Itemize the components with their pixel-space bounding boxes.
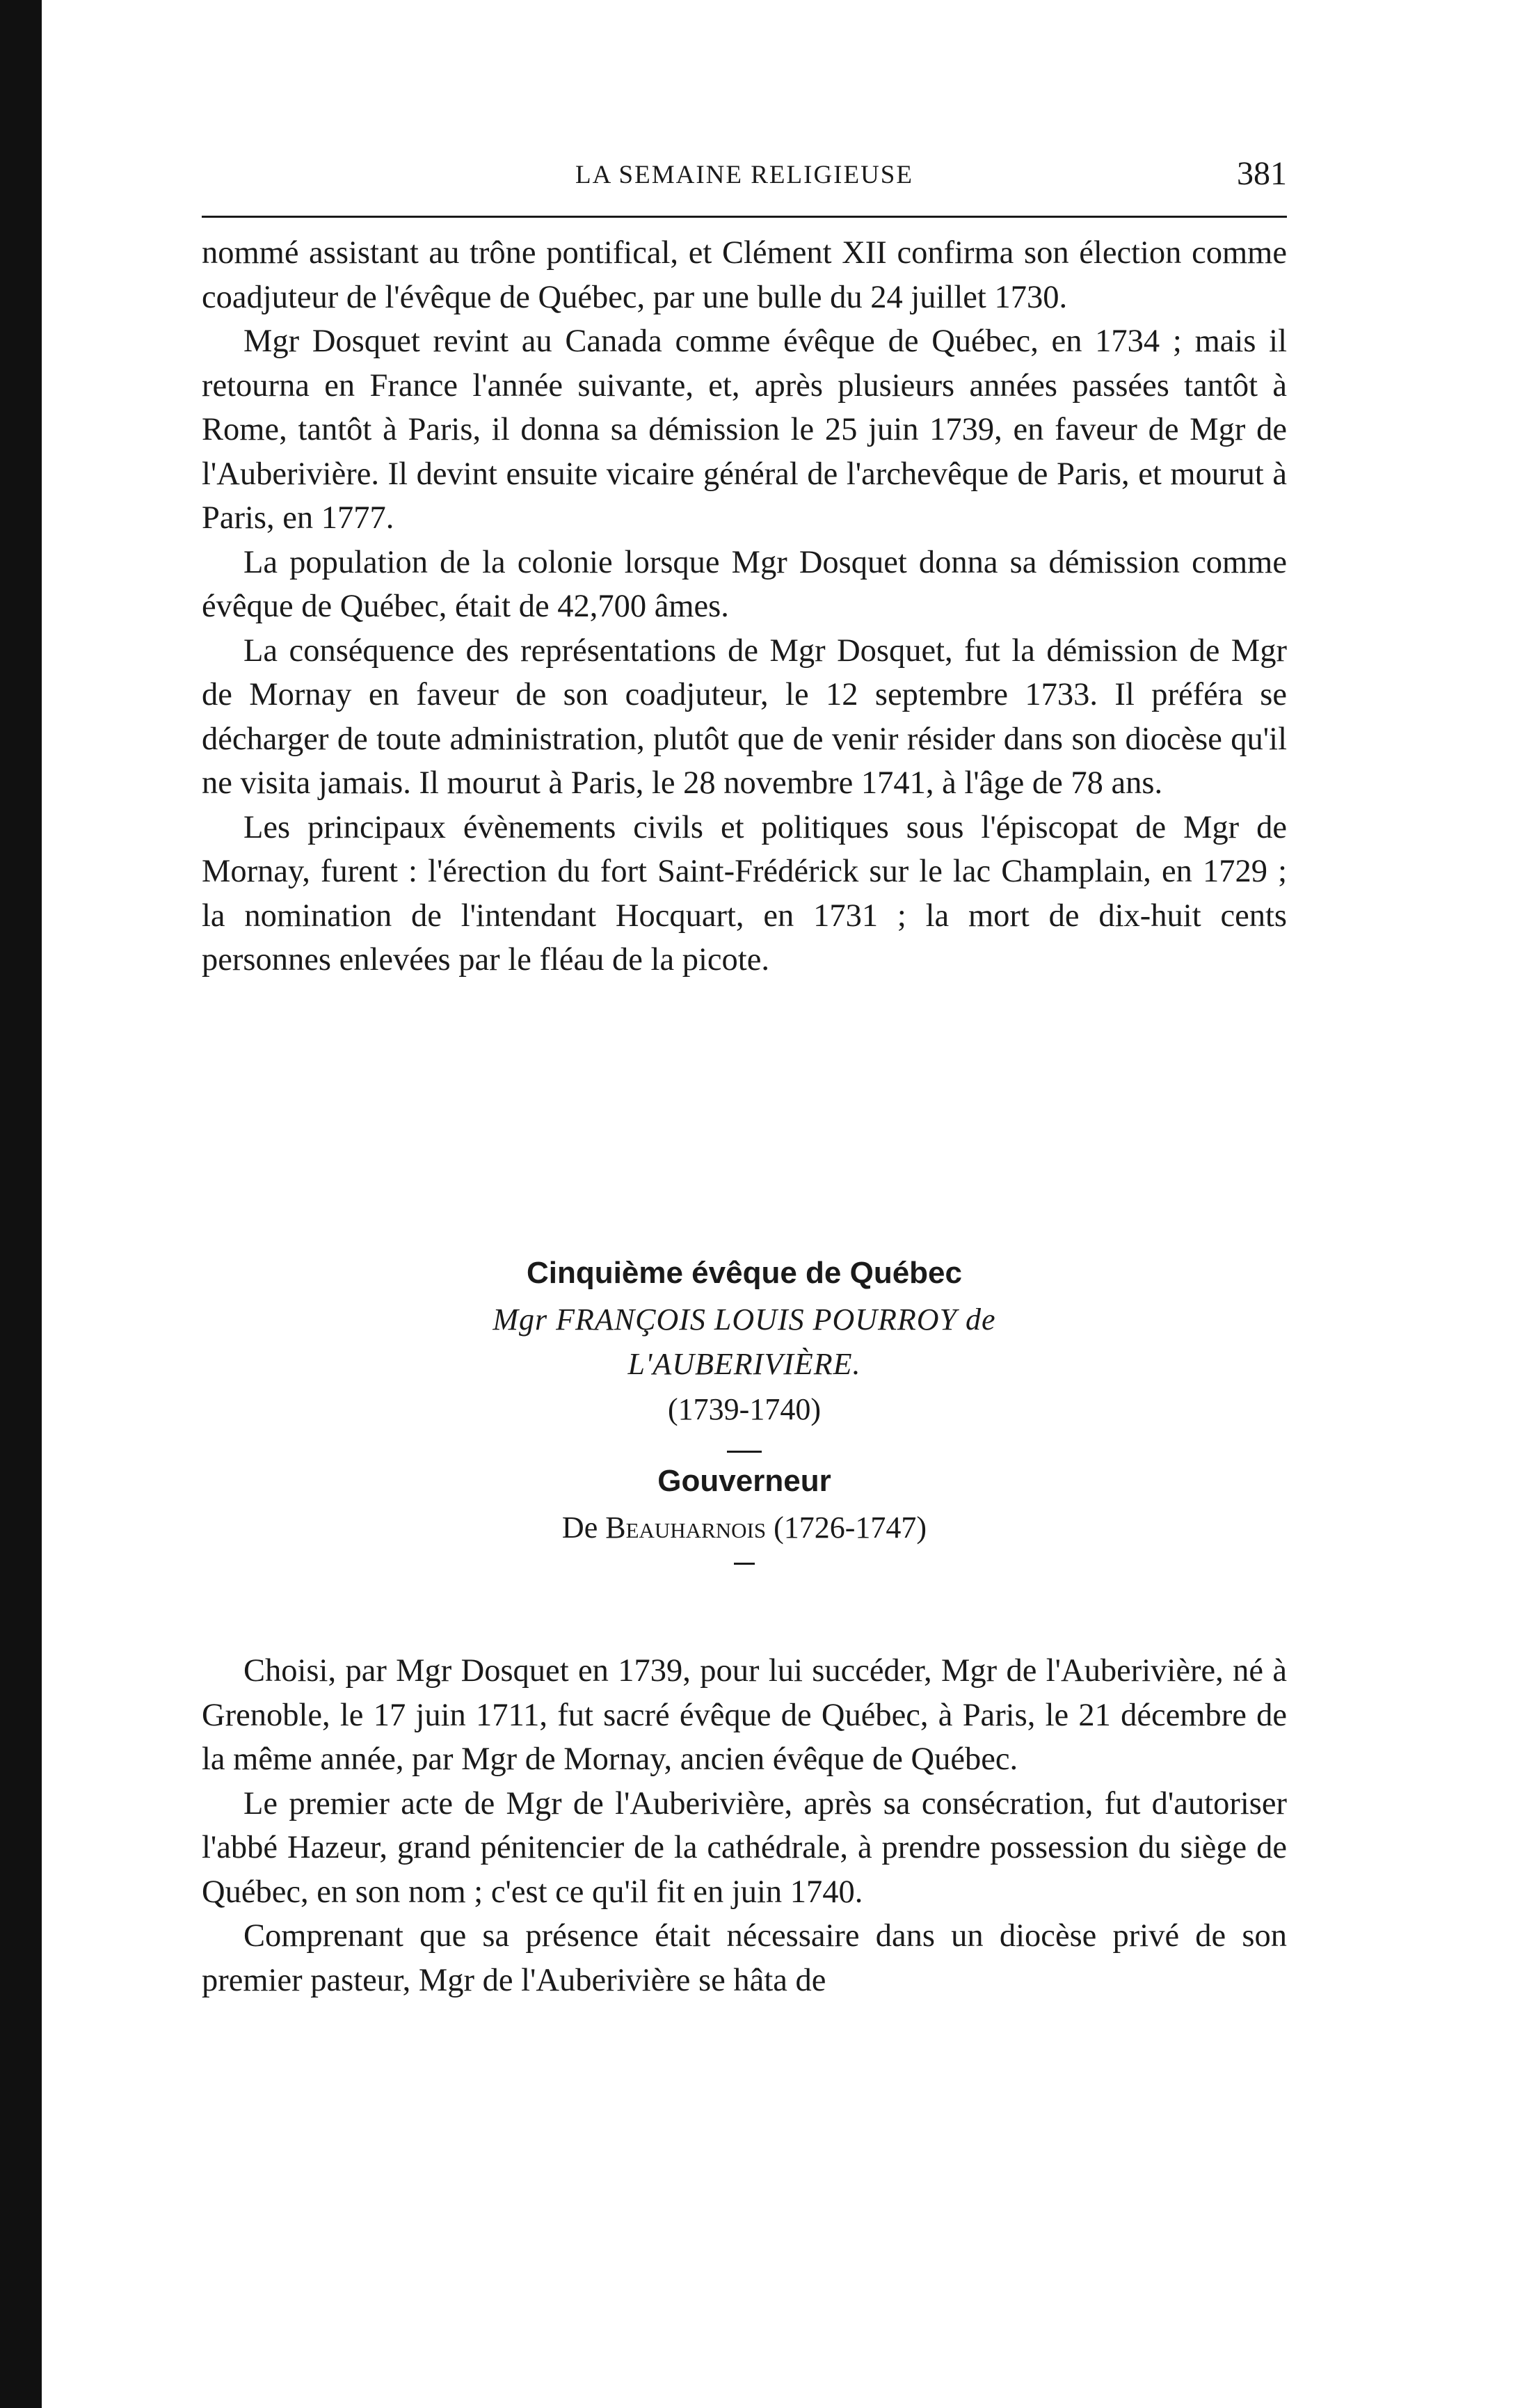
running-head-title: LA SEMAINE RELIGIEUSE xyxy=(575,161,913,189)
paragraph-continuation: nommé assistant au trône pontifical, et Clément XII confirma son élection comme coadjuteur de l'évêque de Québec, par une bulle du 24 juillet 1730. xyxy=(202,235,1287,315)
running-head xyxy=(202,154,1287,210)
section-end-rule xyxy=(734,1563,755,1565)
governor-years: (1726-1747) xyxy=(774,1510,927,1545)
paragraph: Le premier acte de Mgr de l'Auberivière, après sa consécration, fut d'autoriser l'abbé Hazeur, grand pénitencier de la cathédrale, à prendre possession du siège de Québec, en son nom ; c'est ce qu'il fit en juin 1740. xyxy=(202,1785,1287,1910)
body-text-bottom xyxy=(202,1649,1287,2002)
paragraph: La conséquence des représentations de Mgr Dosquet, fut la démission de Mgr de Mornay en faveur de son coadjuteur, le 12 septembre 1733. Il préféra se décharger de toute administration, plutôt que de venir résider dans son diocèse qu'il ne visita jamais. Il mourut à Paris, le 28 novembre 1741, à l'âge de 78 ans. xyxy=(202,632,1287,801)
paragraph: La population de la colonie lorsque Mgr Dosquet donna sa démission comme évêque de Québec, était de 42,700 âmes. xyxy=(202,544,1287,624)
body-text-top xyxy=(202,231,1287,982)
bishop-name-line-1: Mgr FRANÇOIS LOUIS POURROY de xyxy=(493,1302,996,1337)
header-rule xyxy=(202,216,1287,218)
section-heading-block xyxy=(202,1249,1287,1565)
paragraph: Mgr Dosquet revint au Canada comme évêque de Québec, en 1734 ; mais il retourna en France l'année suivante, et, après plusieurs années passées tantôt à Rome, tantôt à Paris, il donna sa démission le 25 juin 1739, en faveur de Mgr de l'Auberivière. Il devint ensuite vicaire général de l'archevêque de Paris, et mourut à Paris, en 1777. xyxy=(202,324,1287,536)
section-heading: Cinquième évêque de Québec xyxy=(527,1256,962,1290)
governor-prefix: De xyxy=(561,1510,598,1545)
governor-heading: Gouverneur xyxy=(657,1464,831,1498)
bishop-name-line-2: L'AUBERIVIÈRE. xyxy=(627,1347,861,1381)
paragraph: Comprenant que sa présence était nécessaire dans un diocèse privé de son premier pasteur, Mgr de l'Auberivière se hâta de xyxy=(202,1918,1287,1998)
book-page xyxy=(202,0,1287,2408)
paragraph: Choisi, par Mgr Dosquet en 1739, pour lui succéder, Mgr de l'Auberivière, né à Grenoble, le 17 juin 1711, fut sacré évêque de Québec, à Paris, le 21 décembre de la même année, par Mgr de Mornay, ancien évêque de Québec. xyxy=(202,1653,1287,1777)
governor-name: Beauharnois xyxy=(605,1510,767,1545)
governor-line xyxy=(202,1504,1287,1552)
scan-edge-bar xyxy=(0,0,42,2408)
paragraph: Les principaux évènements civils et politiques sous l'épiscopat de Mgr de Mornay, furent : l'érection du fort Saint-Frédérick sur le lac Champlain, en 1729 ; la nomination de l'intendant Hocquart, en 1731 ; la mort de dix-huit cents personnes enlevées par le fléau de la picote. xyxy=(202,809,1287,978)
bishop-years: (1739-1740) xyxy=(668,1392,821,1426)
page-number: 381 xyxy=(1237,155,1287,192)
section-divider xyxy=(727,1451,762,1453)
